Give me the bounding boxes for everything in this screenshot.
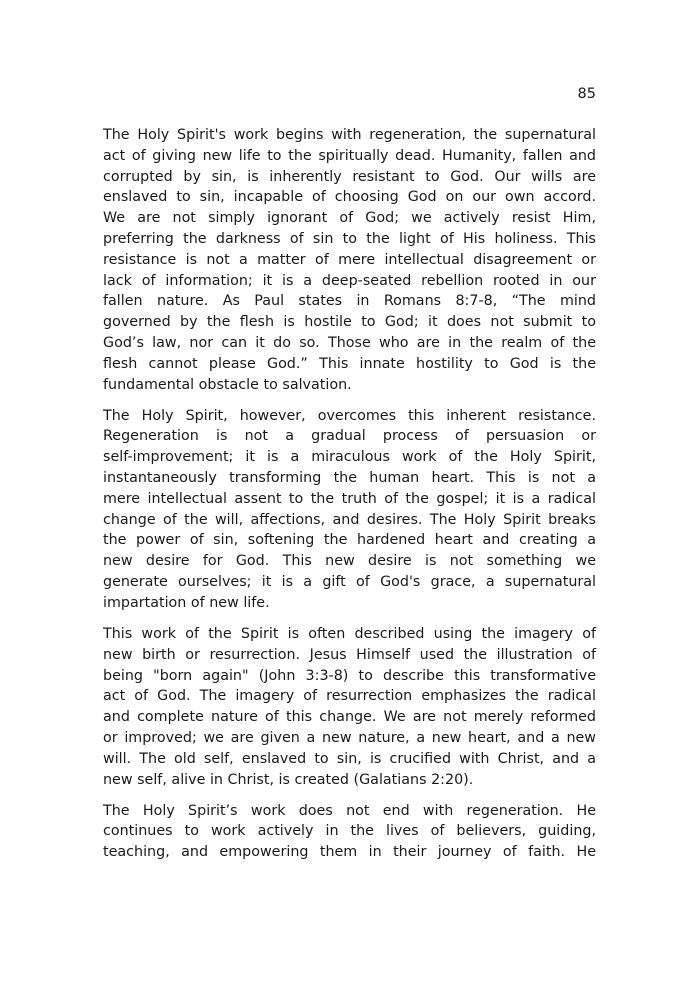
- text-line: new self, alive in Christ, is created (Galatians 2:20).: [103, 771, 474, 788]
- text-line: the power of sin, softening the hardened heart and creating a: [103, 532, 596, 549]
- text-line: act of God. The imagery of resurrection emphasizes the radical: [103, 688, 596, 705]
- text-line: preferring the darkness of sin to the light of His holiness. This: [103, 230, 596, 247]
- text-line: enslaved to sin, incapable of choosing God on our own accord.: [103, 189, 596, 206]
- text-line: God’s law, nor can it do so. Those who are in the realm of the: [103, 334, 596, 351]
- text-line: mere intellectual assent to the truth of the gospel; it is a radical: [103, 490, 596, 507]
- text-line: change of the will, affections, and desires. The Holy Spirit breaks: [103, 511, 596, 528]
- text-line: The Holy Spirit, however, overcomes this inherent resistance.: [103, 407, 596, 424]
- text-line: The Holy Spirit’s work does not end with regeneration. He: [103, 802, 596, 819]
- text-line: lack of information; it is a deep-seated rebellion rooted in our: [103, 272, 596, 289]
- text-line: teaching, and empowering them in their journey of faith. He: [103, 844, 596, 861]
- body-text: [103, 125, 596, 873]
- text-line: governed by the flesh is hostile to God; it does not submit to: [103, 314, 596, 331]
- text-line: and complete nature of this change. We are not merely reformed: [103, 709, 596, 726]
- text-line: flesh cannot please God.” This innate hostility to God is the: [103, 355, 596, 372]
- text-line: will. The old self, enslaved to sin, is crucified with Christ, and a: [103, 750, 596, 767]
- text-line: corrupted by sin, is inherently resistant to God. Our wills are: [103, 168, 596, 185]
- text-line: We are not simply ignorant of God; we actively resist Him,: [103, 210, 596, 227]
- text-line: Regeneration is not a gradual process of persuasion or: [103, 428, 596, 445]
- text-line: new desire for God. This new desire is not something we: [103, 553, 596, 570]
- text-line: fundamental obstacle to salvation.: [103, 376, 352, 393]
- text-line: fallen nature. As Paul states in Romans 8:7-8, “The mind: [103, 293, 596, 310]
- text-line: generate ourselves; it is a gift of God's grace, a supernatural: [103, 574, 596, 591]
- text-line: self-improvement; it is a miraculous work of the Holy Spirit,: [103, 449, 596, 466]
- text-line: resistance is not a matter of mere intellectual disagreement or: [103, 251, 596, 268]
- text-line: The Holy Spirit's work begins with regeneration, the supernatural: [103, 127, 596, 143]
- page-number: 85: [577, 86, 596, 102]
- paragraph: [103, 624, 596, 790]
- paragraph: [103, 801, 596, 863]
- text-line: instantaneously transforming the human heart. This is not a: [103, 470, 596, 487]
- text-line: being "born again" (John 3:3-8) to describe this transformative: [103, 667, 596, 684]
- text-line: act of giving new life to the spiritually dead. Humanity, fallen and: [103, 147, 596, 164]
- text-line: impartation of new life.: [103, 594, 270, 611]
- text-line: This work of the Spirit is often described using the imagery of: [103, 625, 596, 642]
- paragraph: [103, 406, 596, 614]
- paragraph: [103, 125, 596, 395]
- text-line: new birth or resurrection. Jesus Himself used the illustration of: [103, 646, 596, 663]
- text-line: continues to work actively in the lives of believers, guiding,: [103, 823, 596, 840]
- text-line: or improved; we are given a new nature, a new heart, and a new: [103, 729, 596, 746]
